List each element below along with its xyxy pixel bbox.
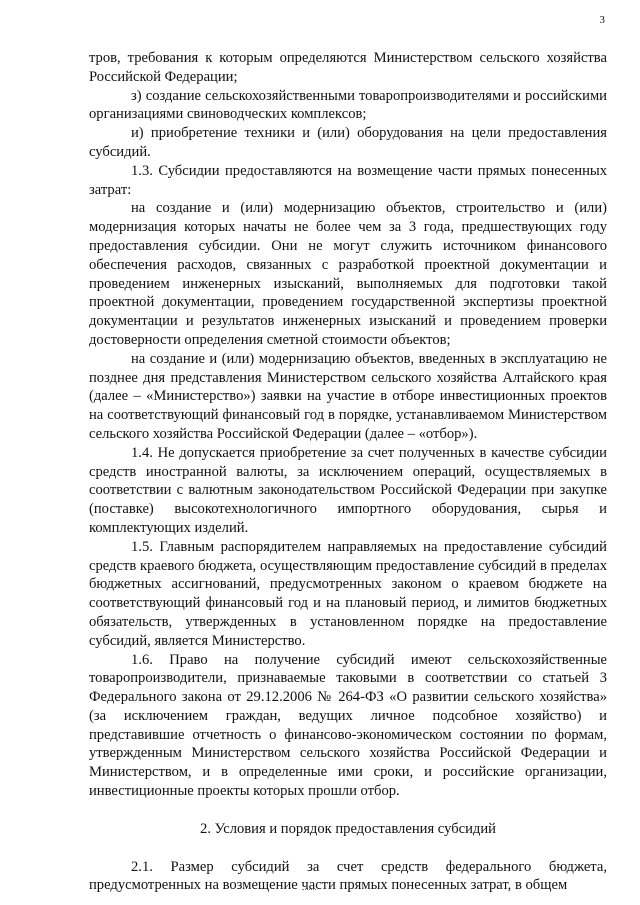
paragraph-1-4: 1.4. Не допускается приобретение за счет полученных в качестве субсидии средств иностранной валюты, за исключением операций, осуществляемых в соответствии с валютным законодательством Российской Федерации при закупке (поставке) высокотехнологичного импортного оборудования, сырья и комплектующих изделий. — [89, 444, 607, 536]
paragraph-1-6: 1.6. Право на получение субсидий имеют сельскохозяйственные товаропроизводители, признаваемые таковыми в соответствии со статьей 3 Федерального закона от 29.12.2006 № 264-ФЗ «О развитии сельского хозяйства» (за исключением граждан, ведущих личное подсобное хозяйство) и представившие отчетность о финансово-экономическом состоянии по формам, утвержденным Министерством сельского хозяйства Российской Федерации и Министерством, и в определенные ими сроки, и российские организации, инвестиционные проекты которых прошли отбор. — [89, 651, 607, 800]
paragraph-item-i: и) приобретение техники и (или) оборудования на цели предоставления субсидий. — [89, 125, 607, 160]
paragraph-1-3: 1.3. Субсидии предоставляются на возмещение части прямых понесенных затрат: — [89, 162, 607, 198]
paragraph-1-5: 1.5. Главным распорядителем направляемых на предоставление субсидий средств краевого бюджета, осуществляющим предоставление субсидий в пределах бюджетных ассигнований, предусмотренных законом о краевом бюджете на соответствующий финансовый год и на плановый период, и лимитов бюджетных обязательств, утвержденных в установленном порядке на предоставление субсидий, является Министерство. — [89, 538, 607, 649]
scan-mark — [302, 889, 316, 892]
paragraph-1-3-commissioned: на создание и (или) модернизацию объектов, введенных в эксплуатацию не позднее дня представления Министерством сельского хозяйства Алтайского края (далее – «Министерство») заявки на участие в отборе инвестиционных проектов на соответствующий финансовый год в порядке, устанавливаемом Министерством сельского хозяйства Российской Федерации (далее – «отбор»). — [89, 350, 607, 442]
paragraph-1-3-construction: на создание и (или) модернизацию объектов, строительство и (или) модернизация которых начаты не более чем за 3 года, предшествующих году предоставления субсидии. Они не могут служить источником финансового обеспечения расходов, связанных с разработкой проектной документации и проведением инженерных изысканий, выполняемых для подготовки такой проектной документации, проведением государственной экспертизы проектной документации и результатов инженерных изысканий и проведением проверки достоверности определения сметной стоимости объектов; — [89, 200, 607, 348]
paragraph-continuation: тров, требования к которым определяются Министерством сельского хозяйства Российской Федерации; — [89, 50, 607, 85]
paragraph-item-z: з) создание сельскохозяйственными товаропроизводителями и российскими организациями свиноводческих комплексов; — [89, 87, 607, 123]
section-heading: 2. Условия и порядок предоставления субсидий — [200, 820, 496, 837]
paragraph-2-1: 2.1. Размер субсидий за счет средств федерального бюджета, предусмотренных на возмещение части прямых понесенных затрат, в общем — [89, 858, 607, 894]
document-body — [89, 49, 607, 895]
page-number: 3 — [599, 14, 605, 26]
